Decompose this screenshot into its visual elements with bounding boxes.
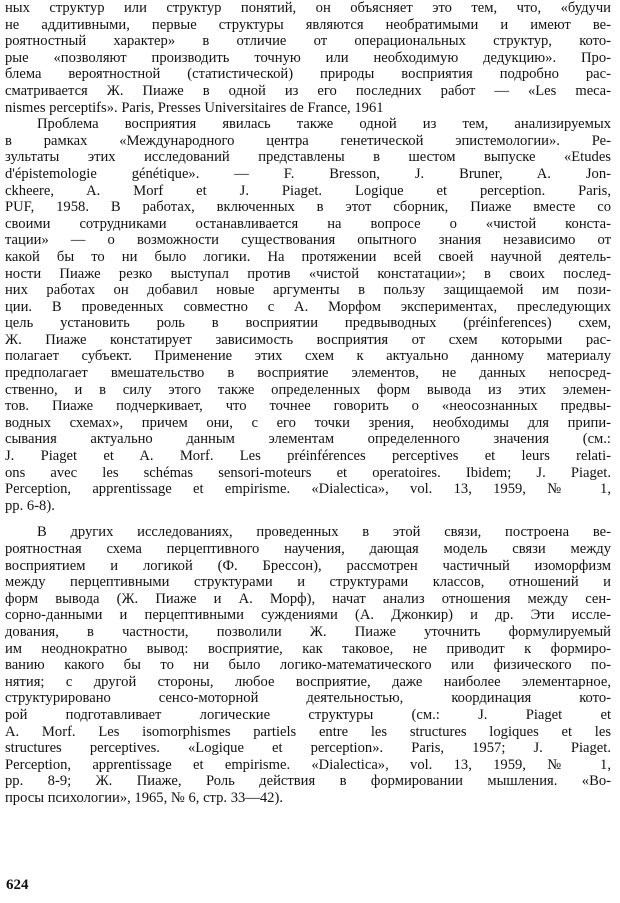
text-line: сматривается Ж. Пиаже в одной из его последних работ — «Les meca- [5,82,611,99]
text-line: Проблема восприятия явилась также одной из тем, анализируемых [37,116,611,133]
text-line: structures perceptives. «Logique et perception». Paris, 1957; J. Piaget. [5,740,611,757]
text-line: им неоднократно вывод: восприятие, как таковое, не приводит к формиро- [5,640,611,657]
text-line: водных схемах», причем они, с его точки зрения, необходимы для припи- [5,414,611,431]
paragraph-3 [5,524,611,806]
page-number: 624 [6,877,29,893]
text-line: ных структур или структур понятий, он объясняет это тем, что, «будучи [5,0,611,16]
text-line: pp. 6-8). [5,497,55,514]
text-line: восприятием и логикой (Ф. Брессон), рассмотрен частичный изоморфизм [5,557,611,574]
text-line: ons avec les schémas sensori-moteurs et operatoires. Ibidem; J. Piaget. [5,464,611,481]
text-line: сорно-данными и перцептивными суждениями (А. Джонкир) и др. Эти иссле- [5,607,611,624]
text-line: В других исследованиях, проведенных в этой связи, построена ве- [37,524,611,541]
text-line: них работах он добавил новые аргументы в пользу защищаемой им пози- [5,282,611,299]
text-line: ственно, и в силу этого также определенных форм вывода из этих элемен- [5,381,611,398]
text-line: блема вероятностной (статистической) природы восприятия подробно рас- [5,66,611,83]
text-line: просы психологии», 1965, № 6, стр. 33—42). [5,789,283,806]
text-line: Ж. Пиаже констатирует зависимость восприятия от схем которыми рас- [5,331,611,348]
paragraph-2 [5,116,611,514]
text-line: рые «позволяют производить точную или необходимую дедукцию». Про- [5,49,611,66]
text-line: ванию какого бы то ни было логико-математического или физического по- [5,657,611,674]
text-line: какой бы то ни было логики. На протяжении всей своей научной деятель- [5,248,611,265]
text-line: зультаты этих исследований представлены в шестом выпуске «Etudes [5,149,611,166]
text-line: роятностная схема перцептивного научения, дающая модель связи между [5,541,611,557]
text-line: d'épistemologie génétique». — F. Bresson, J. Bruner, A. Jon- [5,165,611,182]
text-line: предполагает вмешательство в восприятие элементов, не данных непосред- [5,365,611,382]
text-line: ckheere, A. Morf et J. Piaget. Logique et perception. Paris, [5,182,611,199]
text-line: своими сотрудниками останавливается на вопросе о «чистой конста- [5,215,611,232]
text-line: тации» — о возможности существования опытного знания независимо от [5,232,611,249]
text-line: тов. Пиаже подчеркивает, что точнее говорить о «неосознанных предвы- [5,398,611,415]
text-line: J. Piaget et A. Morf. Les préinférences perceptives et leurs relati- [5,448,611,465]
text-line: форм вывода (Ж. Пиаже и А. Морф), начат анализ отношения между сен- [5,590,611,607]
text-line: нятия; с другой стороны, любое восприятие, даже наиболее элементарное, [5,673,611,690]
text-line: Perception, apprentissage et empirisme. «Dialectica», vol. 13, 1959, № 1, [5,481,611,498]
text-line: ности Пиаже резко выступал против «чистой констатации»; в своих послед- [5,265,611,282]
text-line: сывания актуально данным элементам определенного значения (см.: [5,431,611,448]
text-line: A. Morf. Les isomorphismes partiels entre les structures logiques et les [5,723,611,740]
text-line: дования, в частности, позволили Ж. Пиаже уточнить формулируемый [5,623,611,640]
text-line: роятностный характер» в отличие от операциональных структур, кото- [5,33,611,50]
text-line: PUF, 1958. В работах, включенных в этот сборник, Пиаже вместе со [5,199,611,216]
text-line: рой подготавливает логические структуры (см.: J. Piaget et [5,706,611,723]
text-line: pp. 8-9; Ж. Пиаже, Роль действия в формировании мышления. «Во- [5,773,611,790]
paragraph-gap [5,514,611,524]
text-line: структурировано сенсо-моторной деятельностью, координация кото- [5,690,611,707]
text-line: между перцептивными структурами и структурами классов, отношений и [5,574,611,591]
text-line: цель установить роль в восприятии предвыводных (préinferences) схем, [5,315,611,332]
text-line: не аддитивными, первые структуры являются необратимыми и имеют ве- [5,16,611,33]
text-line: полагает субъект. Применение этих схем к актуально данному материалу [5,348,611,365]
text-line: nismes perceptifs». Paris, Presses Universitaires de France, 1961 [5,99,384,116]
text-line: в рамках «Международного центра генетической эпистемологии». Ре- [5,132,611,149]
body-text [5,0,611,807]
paragraph-1 [5,0,611,116]
text-line: ции. В проведенных совместно с А. Морфом экспериментах, преследующих [5,298,611,315]
text-line: Perception, apprentissage et empirisme. «Dialectica», vol. 13, 1959, № 1, [5,756,611,773]
